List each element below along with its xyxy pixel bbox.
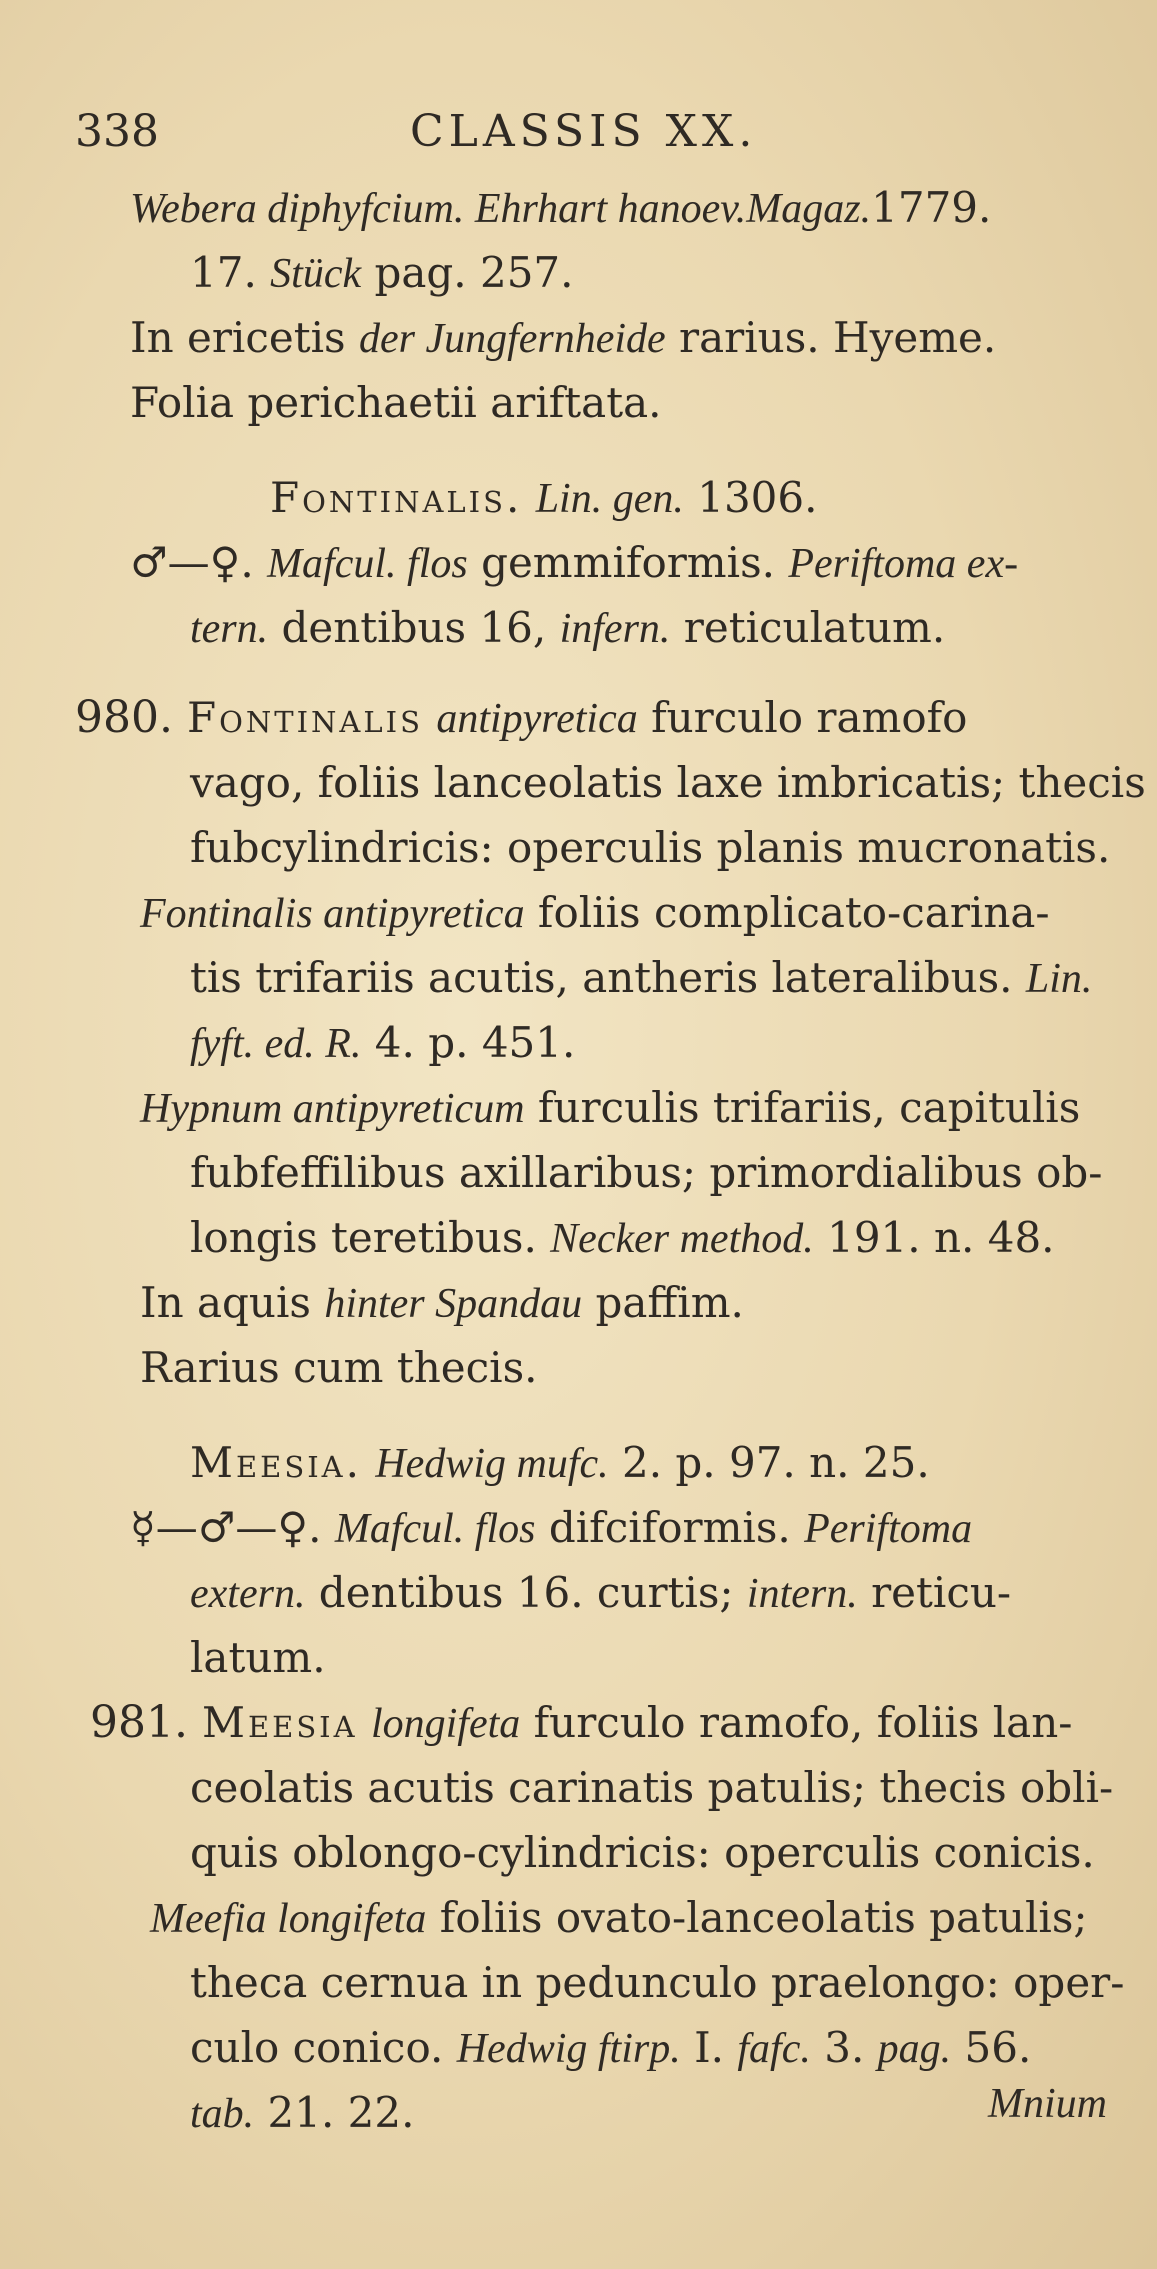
text-segment: vago, foliis lanceolatis laxe imbricatis; thecis: [190, 758, 1146, 807]
text-segment: hinter Spandau: [324, 1281, 583, 1327]
text-line: [190, 1955, 1124, 2011]
text-line: [90, 1695, 1072, 1752]
text-segment: 56.: [951, 2023, 1032, 2072]
text-line: [190, 1825, 1095, 1881]
text-line: [130, 1500, 972, 1557]
text-line: [130, 375, 661, 431]
text-segment: infern.: [559, 606, 671, 652]
text-segment: Fontinalis antipyretica: [140, 891, 525, 937]
text-segment: Mafcul. flos: [267, 541, 468, 587]
text-segment: fyft. ed. R.: [190, 1021, 362, 1067]
text-segment: Lin. gen.: [535, 476, 684, 522]
text-line: [270, 470, 817, 527]
text-segment: tab.: [190, 2091, 255, 2137]
text-segment: gemmiformis.: [467, 538, 789, 587]
text-line: [130, 180, 991, 237]
text-segment: fafc.: [737, 2026, 811, 2072]
catchword: Mnium: [988, 2081, 1107, 2127]
text-segment: 191. n. 48.: [813, 1213, 1055, 1262]
text-segment: furculo ramofo, foliis lan-: [520, 1698, 1073, 1747]
text-line: [190, 1145, 1102, 1201]
text-segment: Hypnum antipyreticum: [140, 1086, 525, 1132]
text-segment: Necker method.: [550, 1216, 814, 1262]
text-segment: foliis ovato-lanceolatis patulis;: [426, 1893, 1088, 1942]
text-segment: furculo ramofo: [637, 693, 968, 742]
text-segment: 2. p. 97. n. 25.: [608, 1438, 930, 1487]
text-segment: Webera diphyfcium. Ehrhart hanoev.Magaz.: [130, 186, 872, 232]
text-segment: In aquis: [140, 1278, 325, 1327]
text-line: [190, 755, 1146, 811]
text-segment: 980.: [75, 692, 187, 743]
text-segment: reticu-: [857, 1568, 1012, 1617]
text-segment: rarius. Hyeme.: [665, 313, 997, 362]
text-segment: reticulatum.: [670, 603, 946, 652]
text-line: [130, 535, 1018, 592]
text-segment: quis oblongo-cylindricis: operculis conicis.: [190, 1828, 1095, 1877]
text-line: [190, 1210, 1055, 1267]
text-line: [190, 1565, 1011, 1622]
text-segment: [362, 1438, 375, 1487]
text-line: [130, 310, 996, 367]
text-segment: 981.: [90, 1697, 202, 1748]
text-segment: Meesia: [201, 1698, 358, 1747]
text-segment: Meesia.: [190, 1438, 362, 1487]
text-segment: der Jungfernheide: [358, 316, 666, 362]
text-segment: tern.: [190, 606, 269, 652]
text-segment: [522, 473, 535, 522]
text-segment: 1306.: [683, 473, 818, 522]
text-segment: pag.: [877, 2026, 952, 2072]
text-line: [190, 2085, 414, 2142]
text-segment: dentibus 16,: [268, 603, 560, 652]
text-line: [75, 690, 967, 747]
text-line: [140, 1340, 537, 1396]
text-line: [190, 1015, 575, 1072]
text-segment: paffim.: [582, 1278, 744, 1327]
text-segment: [423, 693, 436, 742]
text-segment: Rarius cum thecis.: [140, 1343, 538, 1392]
text-line: [190, 820, 1110, 876]
text-segment: 4. p. 451.: [361, 1018, 576, 1067]
text-line: [190, 600, 945, 657]
text-line: [140, 1080, 1080, 1137]
text-segment: 17.: [190, 248, 271, 297]
text-segment: 1779.: [871, 183, 992, 232]
class-title: CLASSIS XX.: [410, 106, 758, 157]
text-segment: theca cernua in pedunculo praelongo: oper-: [190, 1958, 1125, 2007]
text-segment: latum.: [190, 1633, 326, 1682]
text-line: [190, 1435, 930, 1492]
text-segment: Mafcul. flos: [334, 1506, 536, 1552]
text-line: [140, 1275, 744, 1332]
text-segment: In ericetis: [130, 313, 359, 362]
text-segment: furculis trifariis, capitulis: [524, 1083, 1081, 1132]
text-segment: Fontinalis.: [270, 473, 523, 522]
text-segment: dentibus 16. curtis;: [305, 1568, 747, 1617]
text-line: [190, 2020, 1031, 2077]
running-header: [75, 104, 1085, 174]
text-segment: intern.: [746, 1571, 858, 1617]
text-segment: fubfeffilibus axillaribus; primordialibus ob-: [190, 1148, 1103, 1197]
text-segment: ☿—♂—♀.: [130, 1503, 335, 1552]
text-segment: Hedwig mufc.: [375, 1441, 609, 1487]
text-segment: antipyretica: [436, 696, 638, 742]
text-line: [140, 885, 1050, 942]
text-segment: Stück: [270, 251, 362, 297]
text-segment: longis teretibus.: [190, 1213, 551, 1262]
text-line: [190, 950, 1092, 1007]
text-segment: Periftoma ex-: [788, 541, 1019, 587]
page-number: 338: [75, 106, 159, 157]
text-line: [190, 1760, 1113, 1816]
text-segment: Meefia longifeta: [150, 1896, 427, 1942]
text-segment: 3.: [810, 2023, 878, 2072]
text-segment: difciformis.: [535, 1503, 805, 1552]
text-segment: foliis complicato-carina-: [524, 888, 1050, 937]
text-segment: pag. 257.: [361, 248, 574, 297]
text-segment: culo conico.: [190, 2023, 457, 2072]
text-segment: extern.: [190, 1571, 306, 1617]
text-segment: Periftoma: [804, 1506, 973, 1552]
text-segment: ceolatis acutis carinatis patulis; thecis obli-: [190, 1763, 1114, 1812]
text-segment: Fontinalis: [186, 693, 423, 742]
text-segment: tis trifariis acutis, antheris lateralibus.: [190, 953, 1026, 1002]
text-segment: [358, 1698, 371, 1747]
text-line: [190, 1630, 326, 1686]
text-segment: Folia perichaetii ariftata.: [130, 378, 662, 427]
text-segment: longifeta: [370, 1701, 521, 1747]
text-line: [150, 1890, 1088, 1947]
text-segment: 21. 22.: [254, 2088, 415, 2137]
text-segment: I.: [680, 2023, 738, 2072]
text-segment: Lin.: [1025, 956, 1093, 1002]
text-segment: Hedwig ftirp.: [456, 2026, 681, 2072]
text-segment: fubcylindricis: operculis planis mucronatis.: [190, 823, 1111, 872]
text-segment: ♂—♀.: [130, 538, 268, 587]
text-line: [190, 245, 574, 302]
